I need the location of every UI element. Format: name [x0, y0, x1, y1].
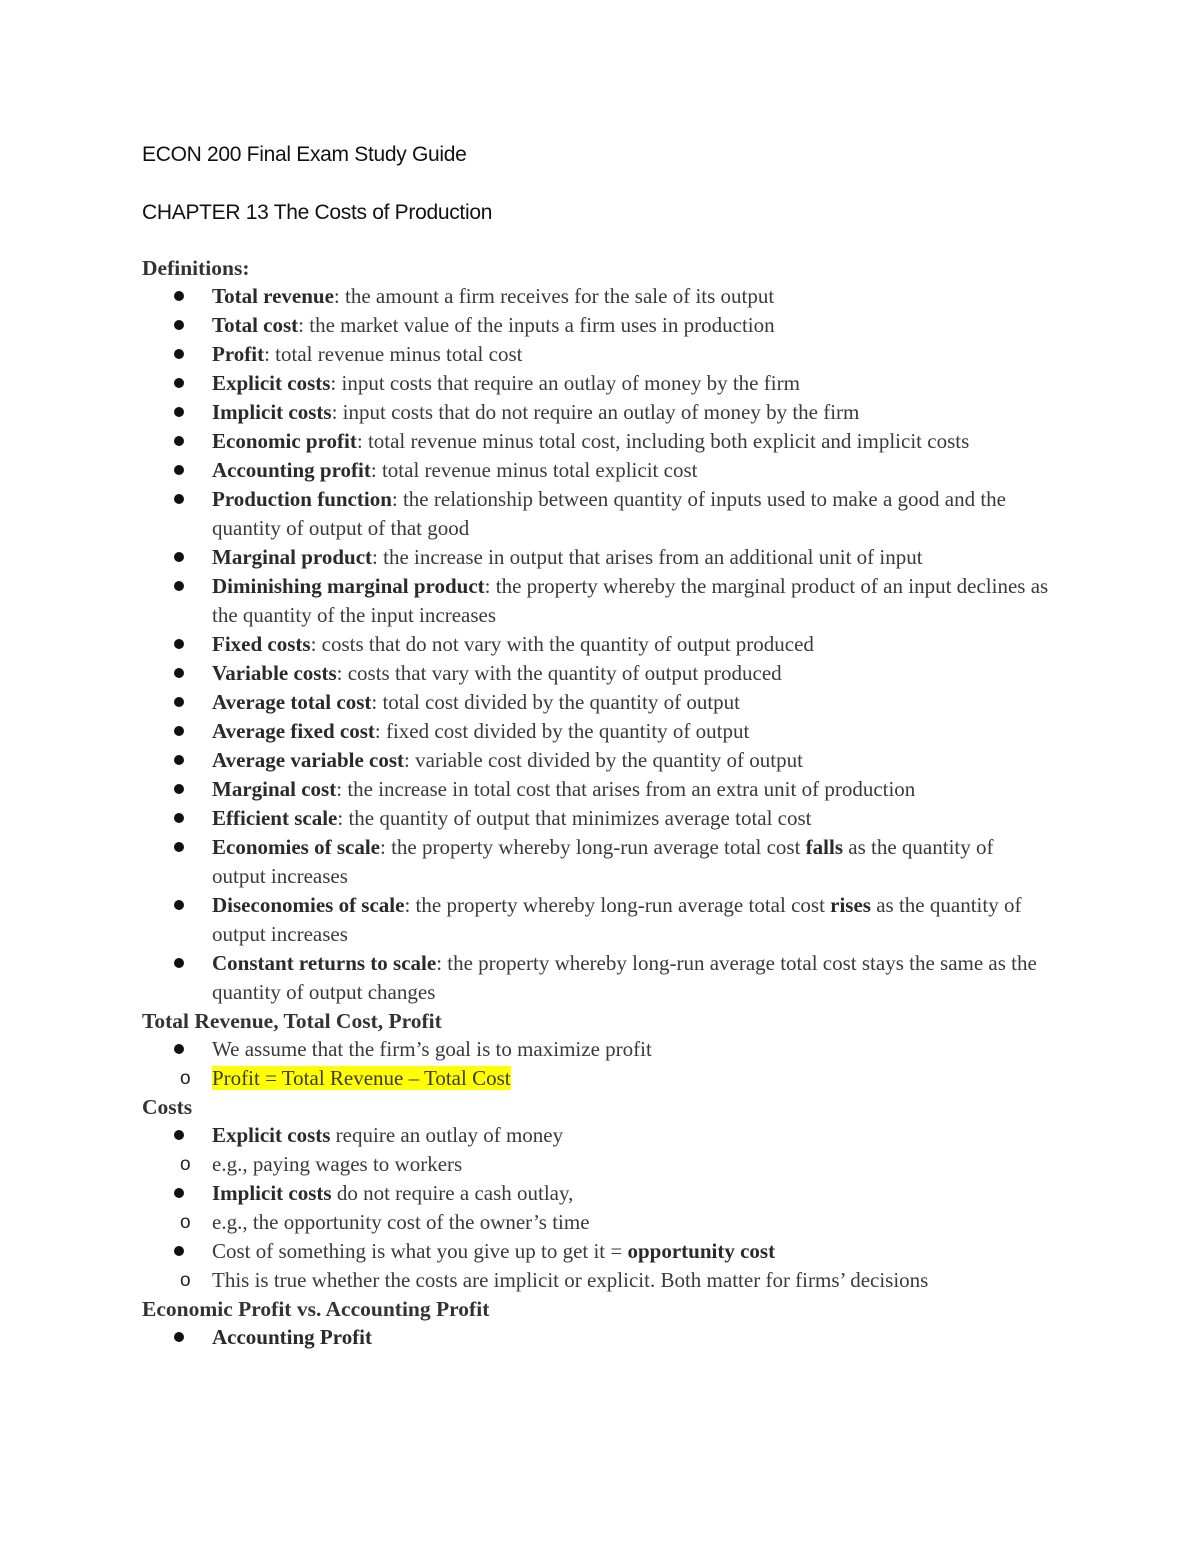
definition-text: : costs that vary with the quantity of output produced [336, 661, 782, 685]
definition-term: Fixed costs [212, 632, 311, 656]
bullet-icon [174, 784, 184, 794]
sub-list-item [142, 1266, 1052, 1295]
definition-term: Diseconomies of scale [212, 893, 405, 917]
definition-term: Explicit costs [212, 371, 331, 395]
bullet-icon [174, 958, 184, 968]
definition-text: : total revenue minus total cost, including both explicit and implicit costs [356, 429, 970, 453]
definition-item [142, 456, 1052, 485]
term: Accounting Profit [212, 1325, 373, 1349]
definition-text: : the property whereby long-run average total cost stays the same as the quantity of output changes [212, 951, 1037, 1004]
bullet-icon [174, 436, 184, 446]
definition-term: Profit [212, 342, 265, 366]
definition-term: Total cost [212, 313, 299, 337]
definition-text: : the property whereby long-run average total cost [404, 893, 831, 917]
list-item-text: Cost of something is what you give up to get it = [212, 1239, 628, 1263]
bullet-icon [174, 842, 184, 852]
list-item [142, 1035, 1052, 1093]
sub-list [142, 1150, 1052, 1179]
bullet-icon [174, 378, 184, 388]
definition-text: : variable cost divided by the quantity of output [404, 748, 803, 772]
bullet-icon [174, 1044, 184, 1054]
bullet-icon [174, 726, 184, 736]
definition-text: : the quantity of output that minimizes average total cost [337, 806, 812, 830]
sub-list [142, 1208, 1052, 1237]
definition-item [142, 485, 1052, 543]
definition-item [142, 688, 1052, 717]
term: Implicit costs [212, 1181, 332, 1205]
definition-item [142, 311, 1052, 340]
list-item-text: require an outlay of money [330, 1123, 564, 1147]
hollow-bullet-icon: o [180, 1270, 191, 1291]
definition-term: Average total cost [212, 690, 372, 714]
bullet-icon [174, 1332, 184, 1342]
bullet-icon [174, 1188, 184, 1198]
bullet-icon [174, 697, 184, 707]
bullet-icon [174, 581, 184, 591]
definition-term: Economies of scale [212, 835, 380, 859]
definitions-list [142, 282, 1052, 1007]
definition-term: Total revenue [212, 284, 334, 308]
definition-item [142, 282, 1052, 311]
definition-text: : total cost divided by the quantity of output [371, 690, 741, 714]
definition-item [142, 949, 1052, 1007]
bullet-icon [174, 1130, 184, 1140]
term: opportunity cost [627, 1239, 776, 1263]
hollow-bullet-icon: o [180, 1212, 191, 1233]
definition-text: : the property whereby long-run average total cost [379, 835, 806, 859]
definition-item [142, 891, 1052, 949]
definition-term: Variable costs [212, 661, 337, 685]
definition-text: : the property whereby the marginal product of an input declines as the quantity of the input increases [212, 574, 1049, 627]
definition-term: Economic profit [212, 429, 357, 453]
definition-item [142, 775, 1052, 804]
definition-text: : total revenue minus total explicit cost [370, 458, 698, 482]
bullet-icon [174, 552, 184, 562]
bullet-icon [174, 465, 184, 475]
highlighted-formula: Profit = Total Revenue – Total Cost [212, 1066, 511, 1090]
definition-text: : the increase in total cost that arises from an extra unit of production [336, 777, 916, 801]
definition-term: Marginal cost [212, 777, 337, 801]
econ-vs-acct-list [142, 1323, 1052, 1352]
definition-term: Average fixed cost [212, 719, 375, 743]
bullet-icon [174, 813, 184, 823]
definition-item [142, 572, 1052, 630]
definition-item [142, 746, 1052, 775]
costs-list [142, 1121, 1052, 1295]
definition-item [142, 340, 1052, 369]
sub-list-item-text: This is true whether the costs are implicit or explicit. Both matter for firms’ decisions [212, 1268, 929, 1292]
definition-term: Diminishing marginal product [212, 574, 485, 598]
definition-text: : input costs that do not require an outlay of money by the firm [331, 400, 860, 424]
sub-list [142, 1064, 1052, 1093]
definition-text: : the increase in output that arises from an additional unit of input [372, 545, 923, 569]
hollow-bullet-icon: o [180, 1068, 191, 1089]
document-title: ECON 200 Final Exam Study Guide [142, 143, 467, 166]
chapter-title: CHAPTER 13 The Costs of Production [142, 201, 493, 224]
section-heading-costs: Costs [142, 1095, 193, 1119]
bullet-icon [174, 349, 184, 359]
bullet-icon [174, 291, 184, 301]
list-item-text: do not require a cash outlay, [331, 1181, 574, 1205]
list-item [142, 1323, 1052, 1352]
list-item [142, 1179, 1052, 1237]
definition-term: Accounting profit [212, 458, 371, 482]
list-item [142, 1237, 1052, 1295]
bullet-icon [174, 494, 184, 504]
definition-term: Production function [212, 487, 392, 511]
section-heading-trc: Total Revenue, Total Cost, Profit [142, 1009, 442, 1033]
definition-item [142, 398, 1052, 427]
definition-text: : input costs that require an outlay of money by the firm [330, 371, 800, 395]
bullet-icon [174, 407, 184, 417]
definition-emphasis: rises [830, 893, 871, 917]
definitions-heading: Definitions: [142, 256, 250, 280]
definition-item [142, 369, 1052, 398]
trc-list [142, 1035, 1052, 1093]
definition-item [142, 833, 1052, 891]
hollow-bullet-icon: o [180, 1154, 191, 1175]
list-item [142, 1121, 1052, 1179]
bullet-icon [174, 900, 184, 910]
bullet-icon [174, 320, 184, 330]
definition-text: : fixed cost divided by the quantity of output [374, 719, 750, 743]
bullet-icon [174, 1246, 184, 1256]
section-heading-econ-vs-acct: Economic Profit vs. Accounting Profit [142, 1297, 490, 1321]
definition-item [142, 659, 1052, 688]
definition-text: : costs that do not vary with the quantity of output produced [310, 632, 814, 656]
definition-term: Efficient scale [212, 806, 338, 830]
definition-term: Constant returns to scale [212, 951, 437, 975]
term: Explicit costs [212, 1123, 331, 1147]
sub-list-item [142, 1150, 1052, 1179]
sub-list-item-text: e.g., the opportunity cost of the owner’s time [212, 1210, 590, 1234]
definition-item [142, 543, 1052, 572]
definition-text: : the relationship between quantity of inputs used to make a good and the quantity of output of that good [212, 487, 1006, 540]
list-item-text: We assume that the firm’s goal is to maximize profit [212, 1037, 652, 1061]
definition-item [142, 427, 1052, 456]
definition-term: Implicit costs [212, 400, 332, 424]
bullet-icon [174, 639, 184, 649]
definition-item [142, 804, 1052, 833]
definition-item [142, 630, 1052, 659]
definition-text-tail: as the quantity of output increases [212, 893, 1022, 946]
definition-text: : the market value of the inputs a firm uses in production [298, 313, 775, 337]
sub-list [142, 1266, 1052, 1295]
document-body [142, 140, 1052, 1352]
definition-item [142, 717, 1052, 746]
sub-list-item-text: e.g., paying wages to workers [212, 1152, 463, 1176]
sub-list-item [142, 1064, 1052, 1093]
bullet-icon [174, 668, 184, 678]
sub-list-item [142, 1208, 1052, 1237]
bullet-icon [174, 755, 184, 765]
definition-text-tail: as the quantity of output increases [212, 835, 994, 888]
definition-emphasis: falls [805, 835, 844, 859]
definition-text: : total revenue minus total cost [264, 342, 523, 366]
definition-term: Average variable cost [212, 748, 405, 772]
definition-text: : the amount a firm receives for the sale of its output [333, 284, 775, 308]
definition-term: Marginal product [212, 545, 373, 569]
